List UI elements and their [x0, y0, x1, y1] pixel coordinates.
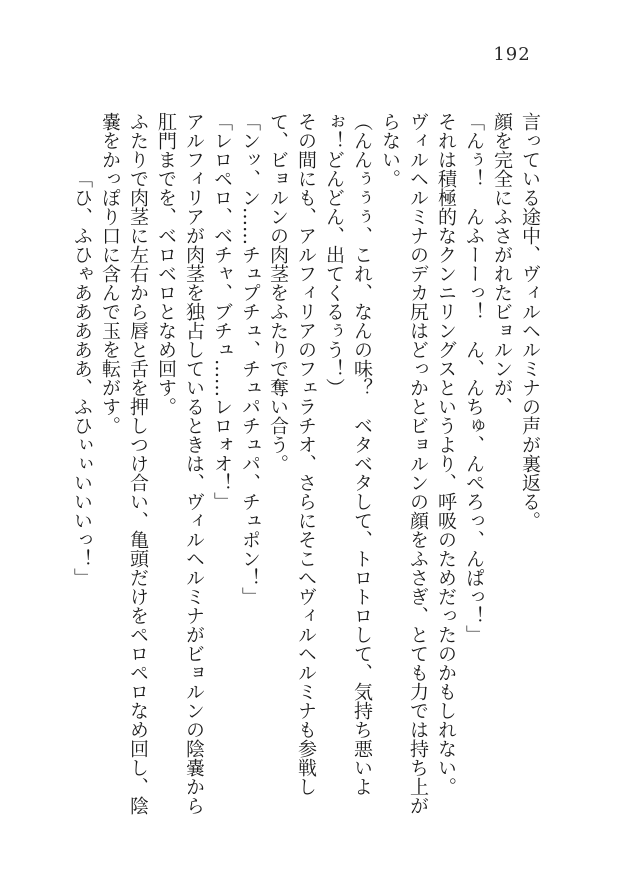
text-line: アルフィリアが肉茎を独占しているときは、ヴィルヘルミナがビョルンの陰嚢から肛門までを、ベロベロとなめ回す。 [155, 112, 205, 815]
text-line: 「レロペロ、ベチャ、ブチュ……レロォオ！」 [211, 112, 233, 511]
text-line: （んんぅぅぅ、これ、なんの味？ ベタベタして、トロトロして、気持ち悪いよぉ！どんどん、出てくるぅう！） [323, 112, 373, 796]
text-line: その間にも、アルフィリアのフェラチオ、さらにそこへヴィルヘルミナも参戦して、ビョルンの肉茎をふたりで奪い合う。 [267, 112, 317, 796]
page-number: 192 [493, 44, 531, 65]
text-line: ヴィルヘルミナのデカ尻はどっかとビョルンの顔をふさぎ、とても力では持ち上がらない。 [379, 112, 429, 815]
text-line: 言っている途中、ヴィルヘルミナの声が裏返る。 [519, 112, 541, 530]
text-line: 顔を完全にふさがれたビョルンが、 [491, 112, 513, 416]
text-line: それは積極的なクンニリングスというより、呼吸のためだったのかもしれない。 [435, 112, 457, 796]
text-line: 「ンッ、ン……チュプチュ、チュパチュパ、チュポン！」 [239, 112, 261, 606]
text-block [68, 112, 544, 822]
text-line: 「ひ、ふひゃあああああ、ふひぃぃいいいっ！」 [71, 169, 93, 587]
text-line: 「んぅ！ んふーーっ！ ん、んちゅ、んぺろっ、んぱっ！」 [463, 112, 485, 644]
text-line: ふたりで肉茎に左右から唇と舌を押しつけ合い、亀頭だけをペロペロなめ回し、陰嚢をかっぽり口に含んで玉を転がす。 [99, 112, 149, 815]
